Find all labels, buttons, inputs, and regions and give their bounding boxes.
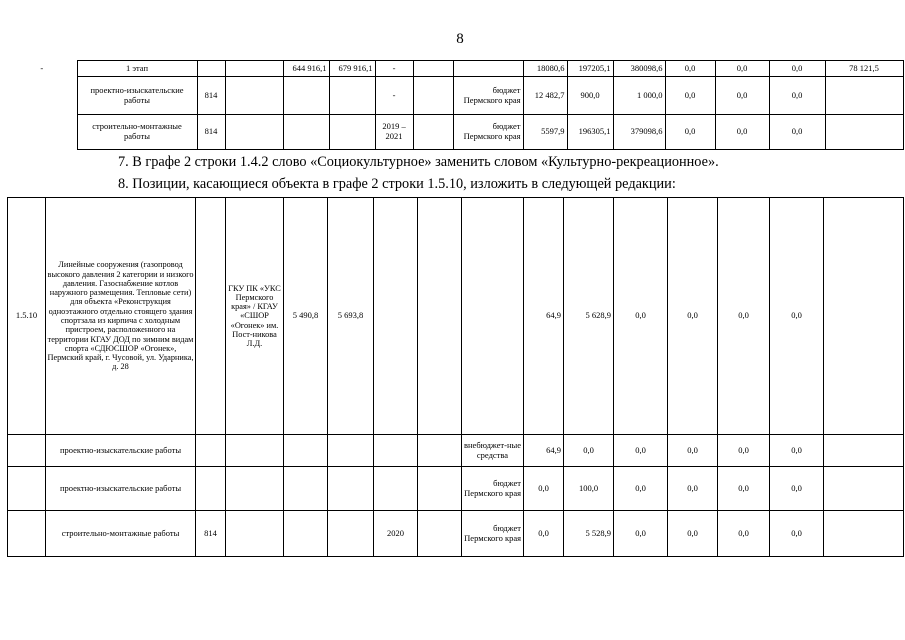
cell	[413, 61, 453, 77]
cell: 197205,1	[567, 61, 613, 77]
cell	[8, 467, 46, 511]
cell: проектно-изыскательские работы	[46, 467, 196, 511]
cell	[824, 511, 904, 557]
cell	[374, 198, 418, 435]
cell: проектно-изыскательские работы	[77, 77, 197, 115]
cell	[226, 511, 284, 557]
paragraph-8: 8. Позиции, касающиеся объекта в графе 2 строки 1.5.10, изложить в следующей редакции:	[118, 176, 676, 192]
table-row	[7, 77, 903, 115]
cell: 0,0	[770, 511, 824, 557]
cell: 64,9	[524, 198, 564, 435]
cell: бюджет Пермского края	[453, 115, 523, 150]
cell: 0,0	[614, 511, 668, 557]
cell: 12 482,7	[523, 77, 567, 115]
cell: 0,0	[718, 198, 770, 435]
cell: 100,0	[564, 467, 614, 511]
cell: строительно-монтажные работы	[77, 115, 197, 150]
cell: 0,0	[614, 435, 668, 467]
cell	[196, 467, 226, 511]
cell: 0,0	[769, 77, 825, 115]
cell: 380098,6	[613, 61, 665, 77]
cell: 0,0	[668, 467, 718, 511]
cell: 0,0	[715, 115, 769, 150]
cell	[196, 435, 226, 467]
cell: 2020	[374, 511, 418, 557]
cell: 379098,6	[613, 115, 665, 150]
cell: 0,0	[524, 511, 564, 557]
cell	[418, 467, 462, 511]
cell	[462, 198, 524, 435]
cell: 0,0	[715, 61, 769, 77]
cell	[328, 511, 374, 557]
cell	[418, 511, 462, 557]
cell: 0,0	[668, 198, 718, 435]
cell: 0,0	[718, 435, 770, 467]
cell: 1 000,0	[613, 77, 665, 115]
cell: 679 916,1	[329, 61, 375, 77]
cell	[7, 77, 77, 115]
cell: 900,0	[567, 77, 613, 115]
table-row	[8, 511, 904, 557]
cell: 0,0	[524, 467, 564, 511]
cell: 5597,9	[523, 115, 567, 150]
cell: строительно-монтажные работы	[46, 511, 196, 557]
cell	[413, 77, 453, 115]
cell: 814	[196, 511, 226, 557]
cell: 0,0	[665, 77, 715, 115]
cell: 5 693,8	[328, 198, 374, 435]
cell: 5 628,9	[564, 198, 614, 435]
cell	[284, 435, 328, 467]
cell: 0,0	[668, 435, 718, 467]
cell: 0,0	[564, 435, 614, 467]
cell: 196305,1	[567, 115, 613, 150]
cell: 2019 – 2021	[375, 115, 413, 150]
cell	[197, 61, 225, 77]
cell	[328, 435, 374, 467]
cell	[418, 435, 462, 467]
cell: 0,0	[770, 198, 824, 435]
cell: внебюджет-ные средства	[462, 435, 524, 467]
table-row	[8, 435, 904, 467]
object-description: Линейные сооружения (газопровод высокого давления 2 категории и низкого давления. Газоснабжение котлов наружного размещения. Тепловые сети) для объекта «Реконструкция одноэтажного отдельно стоящего здания спортзала из кирпича с холодным пристроем, расположенного на территории КГАУ ДОД по зимним видам спорта «СДЮСШОР «Огонек», Пермский край, г. Чусовой, ул. Ударника, д. 28	[46, 198, 196, 435]
cell: 5 528,9	[564, 511, 614, 557]
cell	[226, 467, 284, 511]
cell	[329, 77, 375, 115]
cell: 5 490,8	[284, 198, 328, 435]
cell: 78 121,5	[825, 61, 903, 77]
cell: проектно-изыскательские работы	[46, 435, 196, 467]
cell: 0,0	[668, 511, 718, 557]
cell: бюджет Пермского края	[462, 467, 524, 511]
cell	[283, 115, 329, 150]
cell: -	[40, 62, 44, 73]
cell	[418, 198, 462, 435]
cell	[825, 115, 903, 150]
cell: 0,0	[770, 435, 824, 467]
cell: 0,0	[614, 198, 668, 435]
table-stage-1	[7, 60, 904, 150]
cell	[284, 511, 328, 557]
cell: 0,0	[718, 467, 770, 511]
cell	[8, 511, 46, 557]
cell: 0,0	[715, 77, 769, 115]
cell	[374, 435, 418, 467]
cell	[824, 467, 904, 511]
cell: 0,0	[614, 467, 668, 511]
cell: 0,0	[770, 467, 824, 511]
customer-cell: ГКУ ПК «УКС Пермского края» / КГАУ «СШОР «Огонек» им. Пост-никова Л.Д.	[226, 198, 284, 435]
cell	[824, 435, 904, 467]
cell: 814	[197, 77, 225, 115]
cell	[329, 115, 375, 150]
cell	[225, 115, 283, 150]
table-row	[8, 467, 904, 511]
cell	[374, 467, 418, 511]
table-row	[7, 61, 903, 77]
cell	[226, 435, 284, 467]
cell: бюджет Пермского края	[462, 511, 524, 557]
cell	[225, 61, 283, 77]
table-row	[8, 198, 904, 435]
paragraph-7: 7. В графе 2 строки 1.4.2 слово «Социокультурное» заменить словом «Культурно-рекреационное».	[118, 154, 719, 170]
page-number: 8	[456, 31, 464, 47]
cell: 1.5.10	[8, 198, 46, 435]
cell: -	[375, 61, 413, 77]
cell: 0,0	[665, 115, 715, 150]
table-object-1-5-10	[7, 197, 904, 557]
cell: 64,9	[524, 435, 564, 467]
cell: 814	[197, 115, 225, 150]
cell	[284, 467, 328, 511]
cell: 1 этап	[77, 61, 197, 77]
cell	[413, 115, 453, 150]
cell: -	[375, 77, 413, 115]
cell	[283, 77, 329, 115]
cell: 0,0	[769, 115, 825, 150]
table-row	[7, 115, 903, 150]
cell: 0,0	[769, 61, 825, 77]
cell	[7, 115, 77, 150]
cell	[196, 198, 226, 435]
cell: бюджет Пермского края	[453, 77, 523, 115]
cell: 644 916,1	[283, 61, 329, 77]
cell	[225, 77, 283, 115]
cell	[8, 435, 46, 467]
cell: 18080,6	[523, 61, 567, 77]
cell	[328, 467, 374, 511]
cell: 0,0	[665, 61, 715, 77]
cell	[453, 61, 523, 77]
cell	[825, 77, 903, 115]
cell: 0,0	[718, 511, 770, 557]
cell	[824, 198, 904, 435]
